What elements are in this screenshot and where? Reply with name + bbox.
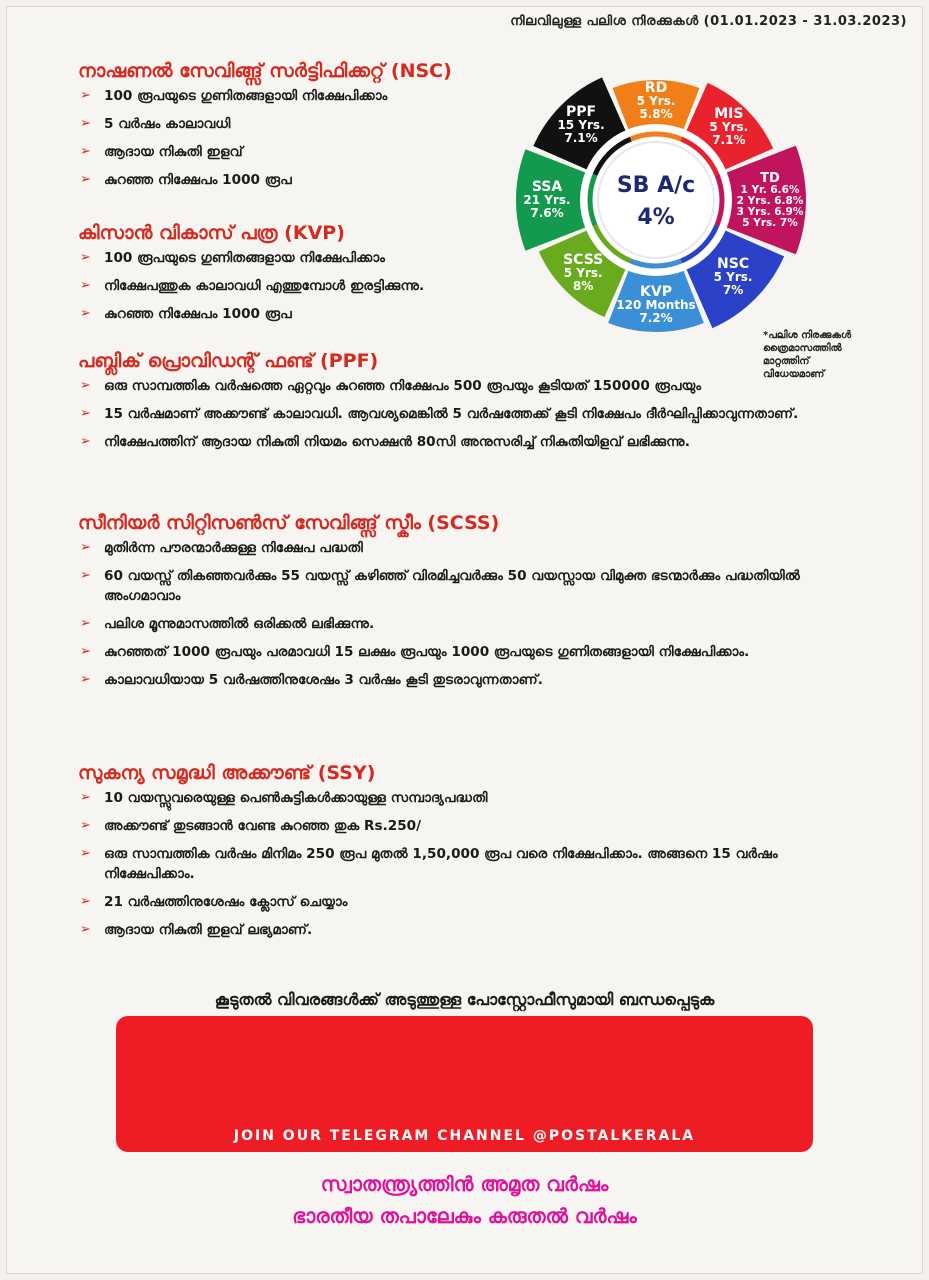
wheel-rate-rd: 5 Yrs. [636, 94, 676, 108]
list-item: ➢ പലിശ മൂന്നുമാസത്തിൽ ഒരിക്കൽ ലഭിക്കുന്നു. [78, 614, 858, 634]
wheel-label-mis: MIS [714, 106, 744, 123]
section-scss [78, 512, 858, 698]
wheel-center-value: 4% [637, 205, 675, 230]
list-item: ➢ ആദായ നികുതി ഇളവ് [78, 142, 498, 162]
list-item: ➢ കുറഞ്ഞത് 1000 രൂപയും പരമാവധി 15 ലക്ഷം രൂപയും 1000 രൂപയുടെ ഗുണിതങ്ങളായി നിക്ഷേപിക്കാം. [78, 642, 858, 662]
wheel-rate-td: 2 Yrs. 6.8% [736, 195, 804, 207]
section-title: സീനിയർ സിറ്റിസൺസ് സേവിങ്ങ്സ് സ്കീം (SCSS) [78, 512, 500, 534]
list-item: ➢ 5 വർഷം കാലാവധി [78, 114, 498, 134]
interest-rate-wheel [488, 38, 828, 368]
telegram-banner[interactable] [116, 1016, 813, 1152]
wheel-rate-kvp: 120 Months [616, 298, 696, 312]
wheel-center-disc [598, 142, 714, 258]
rates-note-line: *പലിശ നിരക്കുകൾ [763, 330, 852, 341]
section-ssy [78, 762, 858, 948]
section-title: കിസാൻ വികാസ് പത്ര (KVP) [78, 222, 345, 244]
rates-note-line: ത്രൈമാസത്തിൽ മാറ്റത്തിന് [763, 343, 842, 367]
section-kvp [78, 222, 518, 332]
telegram-banner-text: JOIN OUR TELEGRAM CHANNEL @POSTALKERALA [233, 1128, 696, 1144]
wheel-rate-ppf: 15 Yrs. [557, 118, 605, 133]
wheel-rate-ssa: 7.6% [530, 206, 564, 220]
wheel-rate-td: 1 Yr. 6.6% [740, 184, 800, 196]
list-item: ➢ 60 വയസ്സ് തികഞ്ഞവർക്കും 55 വയസ്സ് കഴിഞ്ഞ് വിരമിച്ചവർക്കും 50 വയസ്സായ വിമുക്ത ഭടന്മാർക്കും പദ്ധതിയിൽ അംഗമാവാം [78, 566, 858, 606]
list-item: ➢ കാലാവധിയായ 5 വർഷത്തിനുശേഷം 3 വർഷം കൂടി തുടരാവുന്നതാണ്. [78, 670, 858, 690]
list-item: ➢ ഒരു സാമ്പത്തിക വർഷത്തെ ഏറ്റവും കുറഞ്ഞ നിക്ഷേപം 500 രൂപയും കൂടിയത് 150000 രൂപയും [78, 376, 858, 396]
list-item: ➢ നിക്ഷേപത്തുക കാലാവധി എത്തുമ്പോൾ ഇരട്ടിക്കുന്നു. [78, 276, 518, 296]
list-item: ➢ ആദായ നികുതി ഇളവ് ലഭ്യമാണ്. [78, 920, 858, 940]
section-ppf [78, 350, 858, 460]
wheel-rate-ppf: 7.1% [564, 131, 598, 146]
wheel-rate-mis: 5 Yrs. [709, 120, 749, 135]
wheel-rate-ssa: 21 Yrs. [523, 193, 571, 207]
rates-header: നിലവിലുള്ള പലിശ നിരക്കുകൾ (01.01.2023 - 31.03.2023) [510, 14, 907, 29]
section-title: നാഷണൽ സേവിങ്ങ്സ് സർട്ടിഫിക്കറ്റ് (NSC) [78, 60, 452, 82]
wheel-label-ppf: PPF [565, 104, 597, 121]
wheel-rate-td: 5 Yrs. 7% [742, 217, 798, 229]
list-item: ➢ അക്കൗണ്ട് തുടങ്ങാൻ വേണ്ട കുറഞ്ഞ തുക Rs.250/ [78, 816, 858, 836]
footer-slogan-2: ഭാരതീയ തപാലേകും കരുതൽ വർഷം [292, 1204, 637, 1228]
wheel-rate-rd: 5.8% [639, 107, 673, 121]
list-item: ➢ മുതിർന്ന പൗരന്മാർക്കുള്ള നിക്ഷേപ പദ്ധതി [78, 538, 858, 558]
wheel-label-td: TD [760, 171, 780, 186]
list-item: ➢ 21 വർഷത്തിനുശേഷം ക്ലോസ് ചെയ്യാം [78, 892, 858, 912]
wheel-label-scss: SCSS [563, 251, 604, 268]
list-item: ➢ നിക്ഷേപത്തിന് ആദായ നികുതി നിയമം സെക്ഷൻ 80സി അനുസരിച്ച് നികുതിയിളവ് ലഭിക്കുന്നു. [78, 432, 858, 452]
contact-note: കൂടുതൽ വിവരങ്ങൾക്ക് അടുത്തുള്ള പോസ്റ്റോഫീസുമായി ബന്ധപ്പെടുക [214, 990, 715, 1009]
wheel-rate-nsc: 7% [722, 283, 744, 298]
section-title: സുകന്യ സമൃദ്ധി അക്കൗണ്ട് (SSY) [78, 762, 376, 784]
list-item: ➢ 15 വർഷമാണ് അക്കൗണ്ട് കാലാവധി. ആവശ്യമെങ്കിൽ 5 വർഷത്തേക്ക് കൂടി നിക്ഷേപം ദീർഘിപ്പിക്കാവുന്നതാണ്. [78, 404, 858, 424]
section-title: പബ്ലിക് പ്രൊവിഡന്റ് ഫണ്ട് (PPF) [78, 350, 379, 372]
section-nsc [78, 60, 498, 198]
rates-note-line: വിധേയമാണ് [763, 369, 825, 380]
list-item: ➢ കുറഞ്ഞ നിക്ഷേപം 1000 രൂപ [78, 304, 518, 324]
wheel-label-kvp: KVP [640, 284, 672, 300]
list-item: ➢ 100 രൂപയുടെ ഗുണിതങ്ങളായ നിക്ഷേപിക്കാം [78, 248, 518, 268]
wheel-rate-td: 3 Yrs. 6.9% [736, 206, 804, 218]
wheel-label-ssa: SSA [531, 179, 563, 195]
list-item: ➢ കുറഞ്ഞ നിക്ഷേപം 1000 രൂപ [78, 170, 498, 190]
wheel-rate-kvp: 7.2% [639, 311, 673, 325]
wheel-rate-mis: 7.1% [712, 133, 746, 148]
wheel-label-rd: RD [644, 80, 668, 96]
list-item: ➢ 10 വയസ്സുവരെയുള്ള പെൺകുട്ടികൾക്കായുള്ള സമ്പാദ്യപദ്ധതി [78, 788, 858, 808]
wheel-rate-nsc: 5 Yrs. [713, 270, 753, 285]
wheel-rate-scss: 5 Yrs. [563, 265, 603, 280]
list-item: ➢ 100 രൂപയുടെ ഗുണിതങ്ങളായി നിക്ഷേപിക്കാം [78, 86, 498, 106]
footer-slogan-1: സ്വാതന്ത്ര്യത്തിൻ അമൃത വർഷം [320, 1172, 609, 1196]
wheel-rate-scss: 8% [572, 278, 594, 293]
wheel-center-title: SB A/c [616, 173, 696, 198]
list-item: ➢ ഒരു സാമ്പത്തിക വർഷം മിനിമം 250 രൂപ മുതൽ 1,50,000 രൂപ വരെ നിക്ഷേപിക്കാം. അങ്ങനെ 15 വർഷം നിക്ഷേപിക്കാം. [78, 844, 858, 884]
wheel-label-nsc: NSC [717, 256, 750, 273]
